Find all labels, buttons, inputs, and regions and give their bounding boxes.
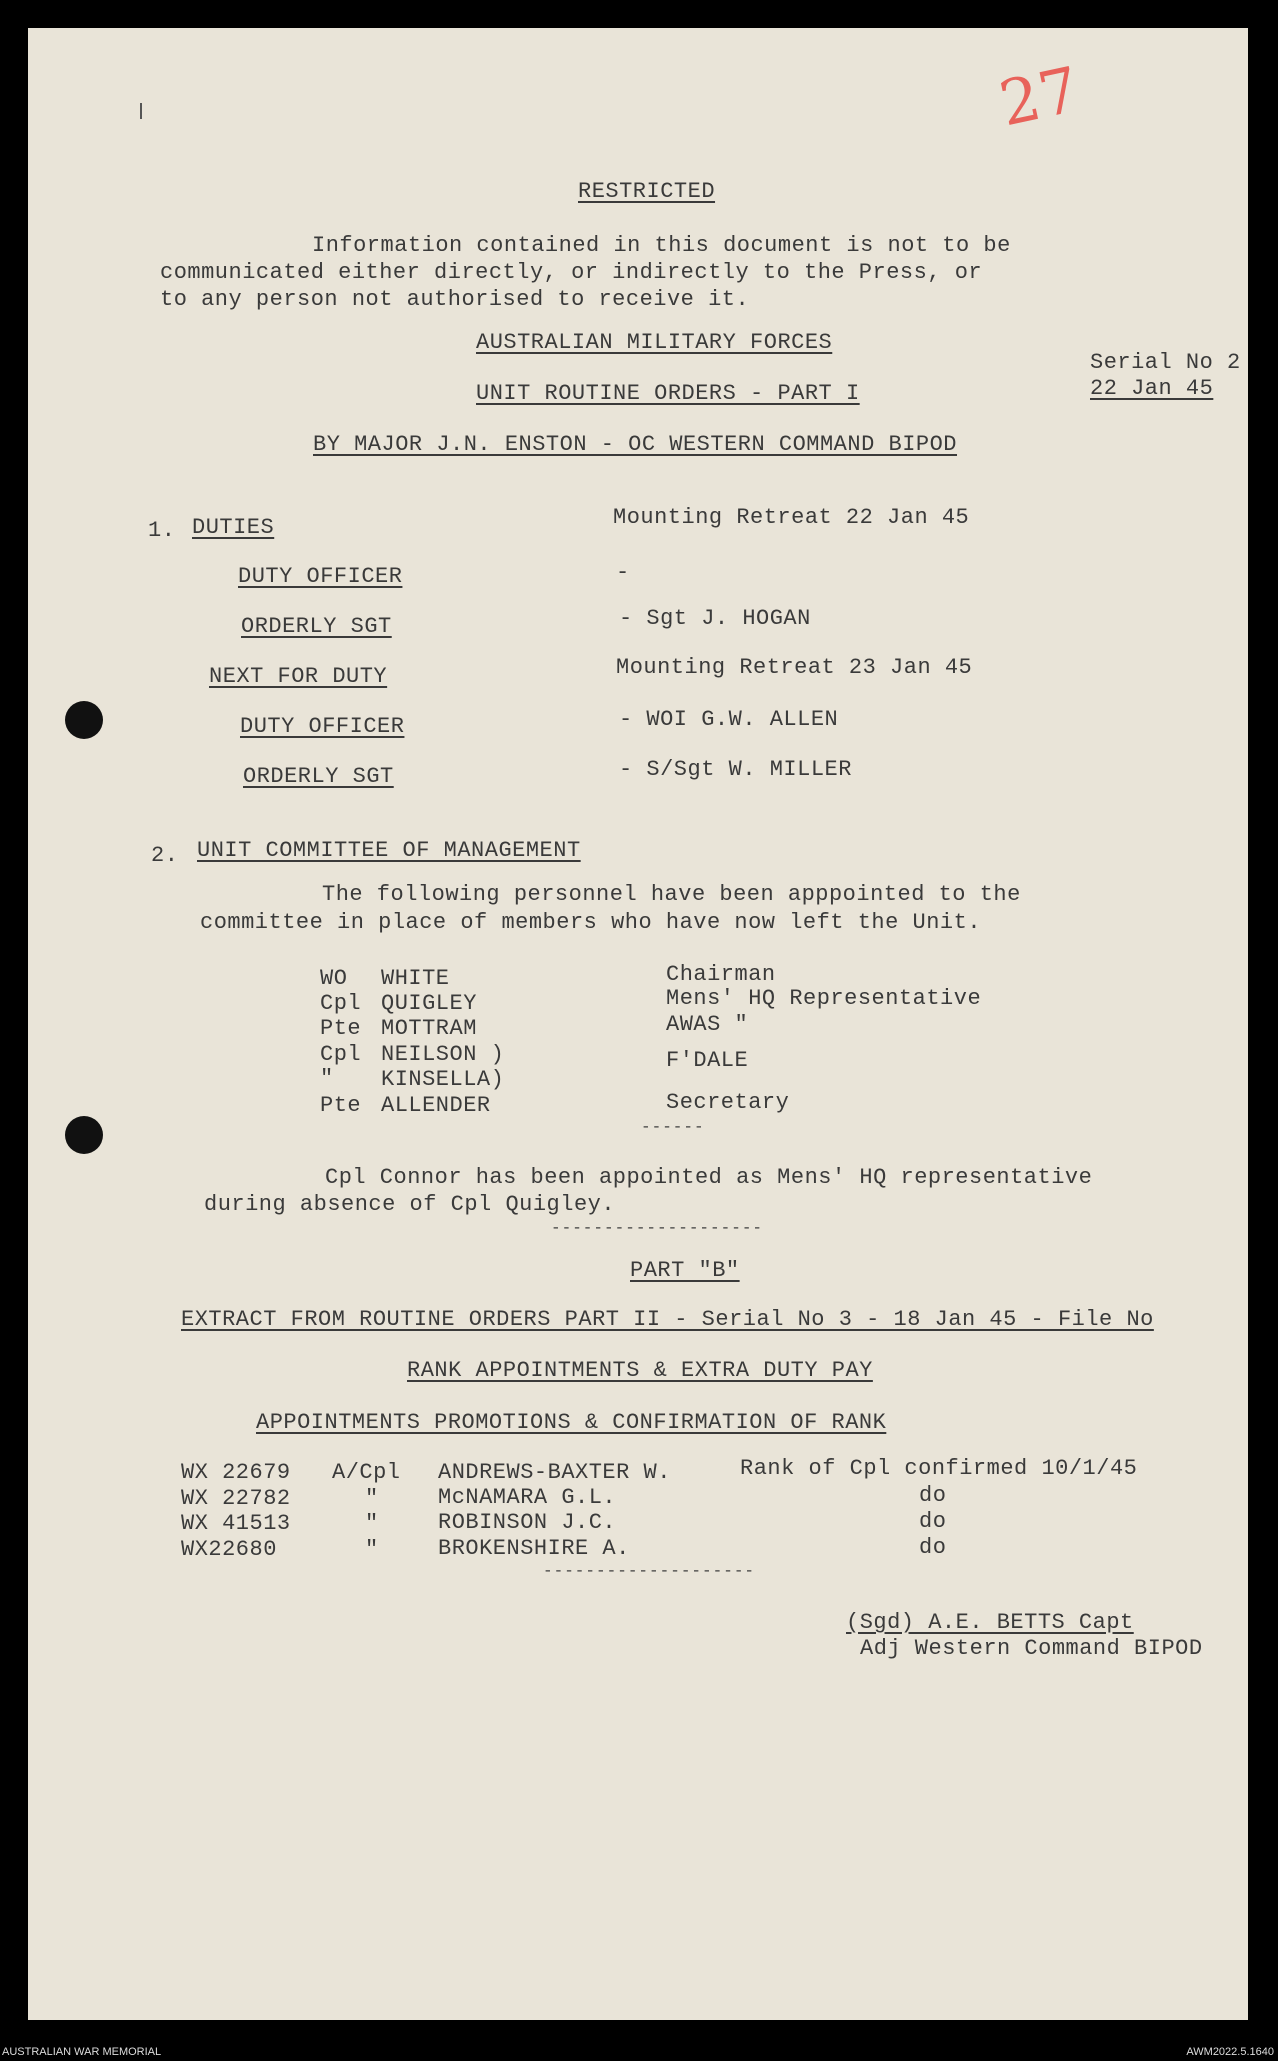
- committee-note-2: during absence of Cpl Quigley.: [204, 1192, 616, 1217]
- document-page: [28, 28, 1248, 2020]
- service-number: WX 22782: [181, 1486, 291, 1511]
- next-orderly-sgt-label: ORDERLY SGT: [243, 764, 394, 789]
- section-2-number: 2.: [151, 843, 179, 868]
- member-role: Chairman: [666, 962, 776, 987]
- next-orderly-sgt-value: - S/Sgt W. MILLER: [619, 757, 852, 782]
- punch-hole-top: [65, 701, 103, 739]
- duty-officer-label: DUTY OFFICER: [238, 564, 403, 589]
- duty-officer-value: -: [616, 560, 630, 585]
- classification: RESTRICTED: [578, 179, 716, 204]
- member-name: QUIGLEY: [381, 991, 477, 1016]
- rank: ": [365, 1486, 379, 1511]
- long-divider: --------------------: [551, 1219, 764, 1237]
- punch-hole-bottom: [65, 1116, 103, 1154]
- member-name: ROBINSON J.C.: [438, 1510, 617, 1535]
- next-duty-officer-label: DUTY OFFICER: [240, 714, 405, 739]
- member-role: Secretary: [666, 1090, 790, 1115]
- footer-reference: AWM2022.5.1640: [1186, 2046, 1274, 2058]
- rank: A/Cpl: [332, 1460, 401, 1485]
- orders-title: UNIT ROUTINE ORDERS - PART I: [476, 381, 860, 406]
- next-for-duty-label: NEXT FOR DUTY: [209, 664, 388, 689]
- end-divider: --------------------: [543, 1562, 756, 1580]
- handwritten-page-number: 27: [993, 52, 1086, 141]
- orders-by-line: BY MAJOR J.N. ENSTON - OC WESTERN COMMAND BIPOD: [313, 432, 958, 457]
- organisation: AUSTRALIAN MILITARY FORCES: [476, 330, 833, 355]
- service-number: WX 41513: [181, 1511, 291, 1536]
- member-name: MOTTRAM: [381, 1016, 477, 1041]
- committee-note-1: Cpl Connor has been appointed as Mens' HQ representative: [325, 1165, 1093, 1190]
- mounting-retreat-23: Mounting Retreat 23 Jan 45: [616, 655, 973, 680]
- member-role: F'DALE: [666, 1048, 749, 1073]
- extract-line: EXTRACT FROM ROUTINE ORDERS PART II - Serial No 3 - 18 Jan 45 - File No: [181, 1307, 1154, 1332]
- paper-mark: [140, 103, 142, 119]
- committee-intro-1: The following personnel have been apppointed to the: [322, 882, 1021, 907]
- rank-appointments-heading: RANK APPOINTMENTS & EXTRA DUTY PAY: [407, 1358, 873, 1383]
- service-number: WX22680: [181, 1537, 277, 1562]
- next-duty-officer-value: - WOI G.W. ALLEN: [619, 707, 839, 732]
- action: Rank of Cpl confirmed 10/1/45: [740, 1456, 1138, 1481]
- member-name: BROKENSHIRE A.: [438, 1536, 630, 1561]
- action: do: [919, 1535, 947, 1560]
- section-1-number: 1.: [148, 518, 176, 543]
- member-name: KINSELLA): [381, 1067, 505, 1092]
- committee-intro-2: committee in place of members who have now left the Unit.: [200, 910, 982, 935]
- member-rank: Cpl: [320, 991, 362, 1016]
- duties-heading: DUTIES: [192, 515, 275, 540]
- orderly-sgt-label: ORDERLY SGT: [241, 614, 392, 639]
- signature-line: (Sgd) A.E. BETTS Capt: [846, 1610, 1134, 1635]
- part-b-heading: PART "B": [630, 1258, 740, 1283]
- member-rank: ": [320, 1066, 334, 1091]
- rank: ": [365, 1511, 379, 1536]
- short-divider: ------: [641, 1118, 705, 1136]
- member-role: Mens' HQ Representative: [666, 986, 982, 1011]
- serial-number: Serial No 2: [1090, 350, 1241, 375]
- notice-line-3: to any person not authorised to receive it.: [160, 287, 750, 312]
- serial-date: 22 Jan 45: [1090, 376, 1214, 401]
- appointments-heading: APPOINTMENTS PROMOTIONS & CONFIRMATION OF RANK: [256, 1410, 887, 1435]
- committee-heading: UNIT COMMITTEE OF MANAGEMENT: [197, 838, 581, 863]
- member-name: ANDREWS-BAXTER W.: [438, 1460, 671, 1485]
- signature-title: Adj Western Command BIPOD: [860, 1636, 1203, 1661]
- notice-line-1: Information contained in this document is not to be: [312, 233, 1011, 258]
- orderly-sgt-value: - Sgt J. HOGAN: [619, 606, 811, 631]
- member-rank: Pte: [320, 1093, 362, 1118]
- member-role: AWAS ": [666, 1012, 749, 1037]
- member-name: WHITE: [381, 966, 450, 991]
- member-rank: Pte: [320, 1016, 362, 1041]
- rank: ": [365, 1537, 379, 1562]
- action: do: [919, 1483, 947, 1508]
- footer-source: AUSTRALIAN WAR MEMORIAL: [2, 2046, 162, 2058]
- mounting-retreat-22: Mounting Retreat 22 Jan 45: [613, 505, 970, 530]
- member-name: ALLENDER: [381, 1093, 491, 1118]
- action: do: [919, 1509, 947, 1534]
- member-rank: Cpl: [320, 1042, 362, 1067]
- service-number: WX 22679: [181, 1460, 291, 1485]
- member-name: McNAMARA G.L.: [438, 1485, 617, 1510]
- member-rank: WO: [320, 966, 348, 991]
- member-name: NEILSON ): [381, 1042, 505, 1067]
- notice-line-2: communicated either directly, or indirectly to the Press, or: [160, 260, 983, 285]
